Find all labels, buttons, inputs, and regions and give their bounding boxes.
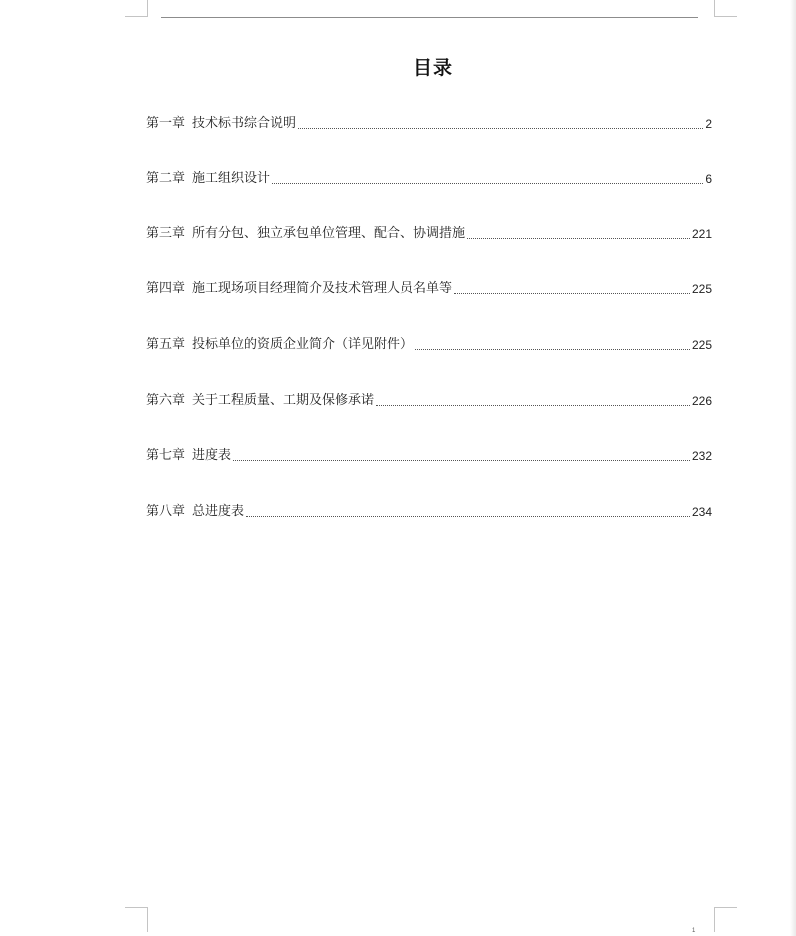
toc-page-number: 232 [691, 449, 712, 463]
toc-entry[interactable] [146, 112, 712, 132]
margin-corner-top-right [714, 0, 737, 17]
toc-page-number: 2 [705, 117, 712, 131]
toc-dot-leader [454, 293, 690, 294]
toc-entry[interactable] [146, 500, 712, 520]
toc-chapter: 第一章 [146, 116, 186, 131]
footer-page-number: 1 [692, 928, 696, 934]
toc-entry-text: 关于工程质量、工期及保修承诺 [192, 393, 375, 408]
margin-corner-bottom-right [714, 907, 737, 932]
page-edge-shadow [790, 0, 796, 936]
toc-title: 目录 [412, 57, 453, 79]
toc-entry-text: 所有分包、独立承包单位管理、配合、协调措施 [192, 226, 466, 241]
header-rule [161, 17, 698, 18]
toc-chapter: 第五章 [146, 337, 186, 352]
toc-entry-text: 施工组织设计 [192, 171, 271, 186]
toc-chapter: 第二章 [146, 171, 186, 186]
toc-dot-leader [298, 128, 703, 129]
toc-page-number: 226 [691, 394, 712, 408]
toc-chapter: 第三章 [146, 226, 186, 241]
toc-page-number: 225 [691, 282, 712, 296]
toc-dot-leader [376, 405, 690, 406]
toc-chapter: 第七章 [146, 448, 186, 463]
toc-dot-leader [415, 349, 690, 350]
toc-page-number: 225 [691, 338, 712, 352]
toc-entry[interactable] [146, 167, 712, 187]
toc-page-number: 234 [691, 505, 712, 519]
margin-corner-top-left [125, 0, 148, 17]
toc-page-number: 6 [705, 172, 712, 186]
toc-chapter: 第四章 [146, 281, 186, 296]
toc-dot-leader [233, 460, 690, 461]
toc-entry[interactable] [146, 333, 712, 353]
toc-entry-text: 总进度表 [192, 504, 245, 519]
toc-dot-leader [272, 183, 703, 184]
toc-entry[interactable] [146, 444, 712, 464]
toc-entry-text: 施工现场项目经理简介及技术管理人员名单等 [192, 281, 453, 296]
toc-entry[interactable] [146, 389, 712, 409]
toc-chapter: 第八章 [146, 504, 186, 519]
toc-page-number: 221 [691, 227, 712, 241]
toc-dot-leader [246, 516, 690, 517]
toc-entry-text: 进度表 [192, 448, 232, 463]
toc-entry-text: 技术标书综合说明 [192, 116, 297, 131]
margin-corner-bottom-left [125, 907, 148, 932]
toc-dot-leader [467, 238, 690, 239]
toc-entry[interactable] [146, 222, 712, 242]
toc-entry-text: 投标单位的资质企业简介（详见附件） [192, 337, 414, 352]
toc-entry[interactable] [146, 277, 712, 297]
toc-chapter: 第六章 [146, 393, 186, 408]
